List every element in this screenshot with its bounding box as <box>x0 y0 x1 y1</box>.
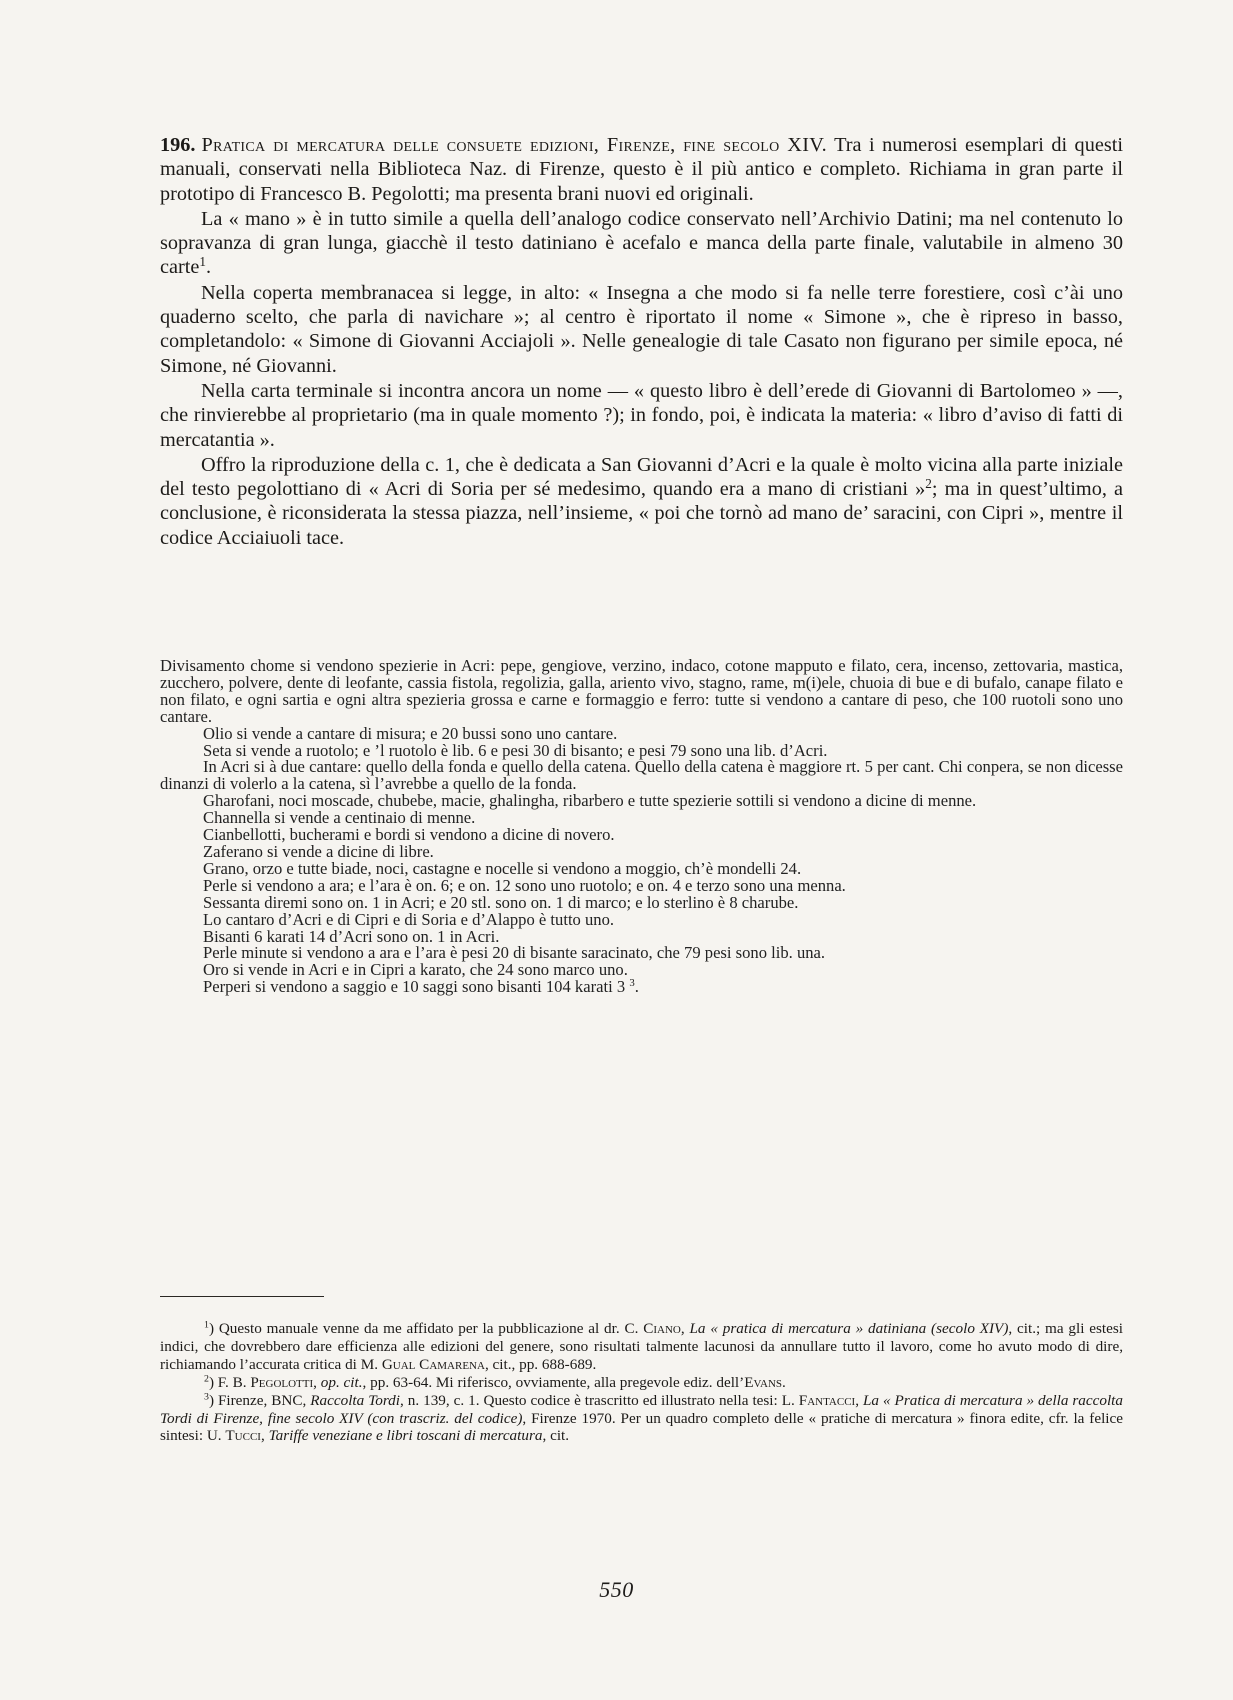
paragraph-cover: Nella coperta membranacea si legge, in alto: « Insegna a che modo si fa nelle terre forestiere, così c’ài uno quaderno scelto, che parla di navichare »; al centro è riportato il nome « Simone », che è ripreso in basso, completandolo: « Simone di Giovanni Acciajoli ». Nelle genealogie di tale Casato non figurano per simile epoca, né Simone, né Giovanni. <box>160 281 1123 377</box>
paragraph-hand-end: . <box>206 256 212 279</box>
excerpt-line: In Acri si à due cantare: quello della fonda e quello della catena. Quello della catena è maggiore rt. 5 per cant. Chi conpera, se non dicesse dinanzi di volerlo a la catena, sì l’avrebbe a quello de la fonda. <box>160 757 1123 794</box>
excerpt-line: Grano, orzo e tutte biade, noci, castagne e nocelle si vendono a moggio, ch’è mondelli 24. <box>203 858 802 878</box>
excerpt-line: Lo cantaro d’Acri e di Cipri e di Soria e d’Alappo è tutto uno. <box>203 909 615 929</box>
excerpt-line: Perle si vendono a ara; e l’ara è on. 6; e on. 12 sono uno ruotolo; e on. 4 e terzo sono una menna. <box>203 875 846 895</box>
excerpt-line: Sessanta diremi sono on. 1 in Acri; e 20 stl. sono on. 1 di marco; e lo sterlino è 8 charube. <box>203 892 799 912</box>
footnote-3-text: ) Firenze, BNC, <box>208 1391 311 1409</box>
work-title: La « Pratica di mercatura » della raccolta Tordi di Firenze, fine secolo XIV (con trascriz. del codice) <box>160 1391 1123 1427</box>
footnote-2-text: , <box>313 1373 321 1391</box>
excerpt-line: Divisamento chome si vendono spezierie in Acri: pepe, gengiove, verzino, indaco, cotone mapputo e filato, cera, incenso, zettovaria, mastica, zucchero, polvere, dente di leofante, cassia fistola, regolizia, galla, ariento vivo, stagno, rame, m(i)ele, chuoia di bue e di bufalo, canape filato e non filato, e ogni sartia e ogni altra spezieria grossa e carne e formaggio e ferro: tutte si vendono a cantare di peso, che 100 ruotoli sono uno cantare. <box>160 656 1123 726</box>
entry-text <box>160 133 1123 551</box>
excerpt-line: Bisanti 6 karati 14 d’Acri sono on. 1 in Acri. <box>203 926 500 946</box>
work-title: La « pratica di mercatura » datiniana (secolo XIV) <box>689 1320 1009 1337</box>
footnote-2 <box>160 1374 1123 1392</box>
entry-intro-text: Tra i numerosi esemplari di questi manuali, conservati nella Biblioteca Naz. di Firenze, questo è il più antico e completo. Richiama in gran parte il prototipo di Francesco B. Pegolotti; ma presenta brani nuovi ed originali. <box>160 134 1123 205</box>
footnote-3-text: , Firenze 1970. Per un quadro completo delle « pratiche di mercatura » finora edite, cfr. la felice sintesi: U. <box>160 1409 1123 1445</box>
author-name: Fantacci <box>798 1391 856 1409</box>
paragraph-hand-text: La « mano » è in tutto simile a quella dell’analogo codice conservato nell’Archivio Datini; ma nel contenuto lo sopravanza di gran lunga, giacchè il testo datiniano è acefalo e manca della parte finale, valutabile in almeno 30 carte <box>160 207 1123 279</box>
excerpt-line: Cianbellotti, bucherami e bordi si vendono a dicine di novero. <box>203 825 615 845</box>
footnote-1-text: , cit., pp. 688-689. <box>484 1355 597 1373</box>
footnote-2-text: ) F. B. <box>208 1373 251 1391</box>
footnote-3-text: , n. 139, c. 1. Questo codice è trascritto ed illustrato nella tesi: L. <box>400 1391 799 1409</box>
footnote-1-text: , cit.; ma gli estesi indici, che dovrebbero dare efficienza alle edizioni del genere, sono risultati talmente lacunosi da annullare tutto il lavoro, come ho avuto modo di dire, richiamando l’accurata critica di M. <box>160 1320 1124 1373</box>
footnote-divider <box>160 1296 324 1297</box>
excerpt-line: Perle minute si vendono a ara e l’ara è pesi 20 di bisante saracinato, che 79 pesi sono lib. una. <box>203 943 826 963</box>
footnote-1 <box>160 1320 1123 1374</box>
transcription-excerpt <box>160 658 1123 996</box>
entry-intro <box>160 133 1123 206</box>
excerpt-line: Channella si vende a centinaio di menne. <box>203 808 476 828</box>
work-title: Tariffe veneziane e libri toscani di mercatura <box>268 1427 543 1445</box>
page-number: 550 <box>599 1577 634 1602</box>
footnote-1-text: ) Questo manuale venne da me affidato per la pubblicazione al dr. C. <box>208 1320 644 1337</box>
excerpt-line-last <box>160 979 1123 996</box>
footnote-3-text: , cit. <box>542 1427 570 1445</box>
footnote-2-text: . <box>782 1373 786 1391</box>
excerpt-line: Seta si vende a ruotolo; e ’l ruotolo è lib. 6 e pesi 30 di bisanto; e pesi 79 sono una lib. d’Acri. <box>203 740 828 760</box>
author-name: Tucci <box>225 1427 261 1445</box>
footnote-1-mark: 1 <box>204 1319 209 1331</box>
entry-number: 196. <box>160 134 196 156</box>
work-title: Raccolta Tordi <box>310 1391 400 1409</box>
paragraph-final-leaf: Nella carta terminale si incontra ancora un nome — « questo libro è dell’erede di Giovanni di Bartolomeo » —, che rinvierebbe al proprietario (ma in quale momento ?); in fondo, poi, è indicata la materia: « libro d’aviso di fatti di mercatantia ». <box>160 379 1123 451</box>
footnote-1-text: , <box>680 1320 690 1337</box>
author-name: Pegolotti <box>250 1373 314 1391</box>
author-name: Ciano <box>643 1320 681 1337</box>
footnote-3-mark: 3 <box>204 1391 209 1403</box>
author-name: Gual Camarena <box>381 1355 485 1373</box>
paragraph-reproduction-text-b: ; ma in quest’ultimo, a conclusione, è riconsiderata la stessa piazza, nell’insieme, « poi che tornò ad mano de’ saracini, con Cipri », mentre il codice Acciaiuoli tace. <box>160 478 1123 549</box>
footnote-2-text: , pp. 63-64. Mi riferisco, ovviamente, alla pregevole ediz. dell’ <box>362 1373 745 1391</box>
excerpt-line: Oro si vende in Acri e in Cipri a karato, che 24 sono marco uno. <box>203 960 628 980</box>
author-name: Evans <box>744 1373 783 1391</box>
excerpt-line: Olio si vende a cantare di misura; e 20 bussi sono uno cantare. <box>203 723 618 743</box>
footnote-3-text: , <box>855 1391 863 1409</box>
footnote-3 <box>160 1392 1123 1446</box>
entry-heading: Pratica di mercatura delle consuete edizioni, Firenze, fine secolo XIV. <box>201 134 827 156</box>
excerpt-last-end: . <box>634 977 639 997</box>
footnote-ref-2[interactable]: 2 <box>925 475 932 491</box>
excerpt-line: Gharofani, noci moscade, chubebe, macie, ghalingha, ribarbero e tutte spezierie sottili si vendono a dicine di menne. <box>203 791 977 811</box>
paragraph-hand <box>160 207 1123 280</box>
footnote-3-text: , <box>260 1427 269 1445</box>
footnote-2-mark: 2 <box>204 1373 209 1385</box>
paragraph-reproduction <box>160 453 1123 550</box>
work-title: op. cit. <box>320 1373 363 1391</box>
footnote-ref-3[interactable]: 3 <box>629 977 635 990</box>
excerpt-line: Zaferano si vende a dicine di libre. <box>203 841 434 861</box>
footnote-ref-1[interactable]: 1 <box>199 254 206 270</box>
footnotes <box>160 1320 1123 1445</box>
paragraph-reproduction-text-a: Offro la riproduzione della c. 1, che è dedicata a San Giovanni d’Acri e la quale è molto vicina alla parte iniziale del testo pegolottiano di « Acri di Soria per sé medesimo, quando era a mano di cristiani » <box>160 453 1123 501</box>
excerpt-last-text: Perperi si vendono a saggio e 10 saggi sono bisanti 104 karati 3 <box>203 977 626 997</box>
